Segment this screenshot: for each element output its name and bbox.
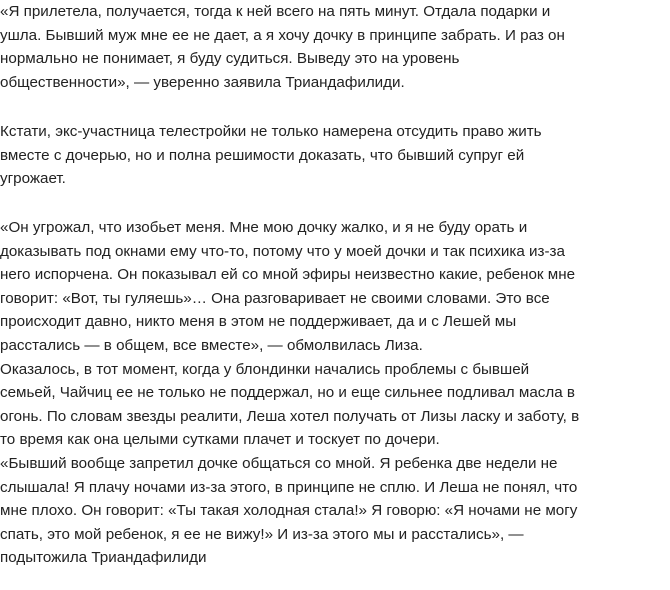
text-line: «Я прилетела, получается, тогда к ней всего на пять минут. Отдала подарки и (0, 3, 551, 20)
text-line: него испорчена. Он показывал ей со мной эфиры неизвестно какие, ребенок мне (0, 266, 576, 284)
text-line: подытожила Триандафилиди (0, 549, 207, 567)
paragraph-quote-main (0, 216, 579, 570)
text-line: то время как она целыми сутками плачет и тоскует по дочери. (0, 431, 440, 449)
text-line: ушла. Бывший муж мне ее не дает, а я хочу дочку в принципе забрать. И раз он (0, 26, 565, 44)
text-line: угрожает. (0, 170, 66, 188)
text-line: «Бывший вообще запретил дочке общаться со мной. Я ребенка две недели не (0, 454, 558, 472)
text-line: мне плохо. Он говорит: «Ты такая холодная стала!» Я говорю: «Я ночами не могу (0, 502, 578, 520)
text-line: происходит давно, никто меня в этом не поддерживает, да и с Лешей мы (0, 313, 517, 331)
text-line: общественности», — уверенно заявила Триандафилиди. (0, 73, 405, 91)
text-line: Оказалось, в тот момент, когда у блондинки начались проблемы с бывшей (0, 360, 530, 378)
text-line: вместе с дочерью, но и полна решимости доказать, что бывший супруг ей (0, 146, 525, 164)
paragraph-quote-intro (0, 0, 565, 94)
text-line: семьей, Чайчиц ее не только не поддержал, но и еще сильнее подливал масла в (0, 384, 575, 402)
text-line: говорит: «Вот, ты гуляешь»… Она разговаривает не своими словами. Это все (0, 289, 550, 307)
paragraph-context (0, 120, 542, 191)
text-line: доказывать под окнами ему что-то, потому что у моей дочки и так психика из-за (0, 242, 565, 260)
text-line: Кстати, экс-участница телестройки не только намерена отсудить право жить (0, 123, 542, 140)
text-line: огонь. По словам звезды реалити, Леша хотел получать от Лизы ласку и заботу, в (0, 407, 580, 425)
text-line: слышала! Я плачу ночами из-за этого, в принципе не сплю. И Леша не понял, что (0, 478, 578, 496)
text-line: нормально не понимает, я буду судиться. Выведу это на уровень (0, 50, 460, 68)
text-line: расстались — в общем, все вместе», — обмолвилась Лиза. (0, 336, 423, 354)
text-line: «Он угрожал, что изобьет меня. Мне мою дочку жалко, и я не буду орать и (0, 219, 528, 236)
text-line: спать, это мой ребенок, я ее не вижу!» И из-за этого мы и расстались», — (0, 525, 524, 543)
